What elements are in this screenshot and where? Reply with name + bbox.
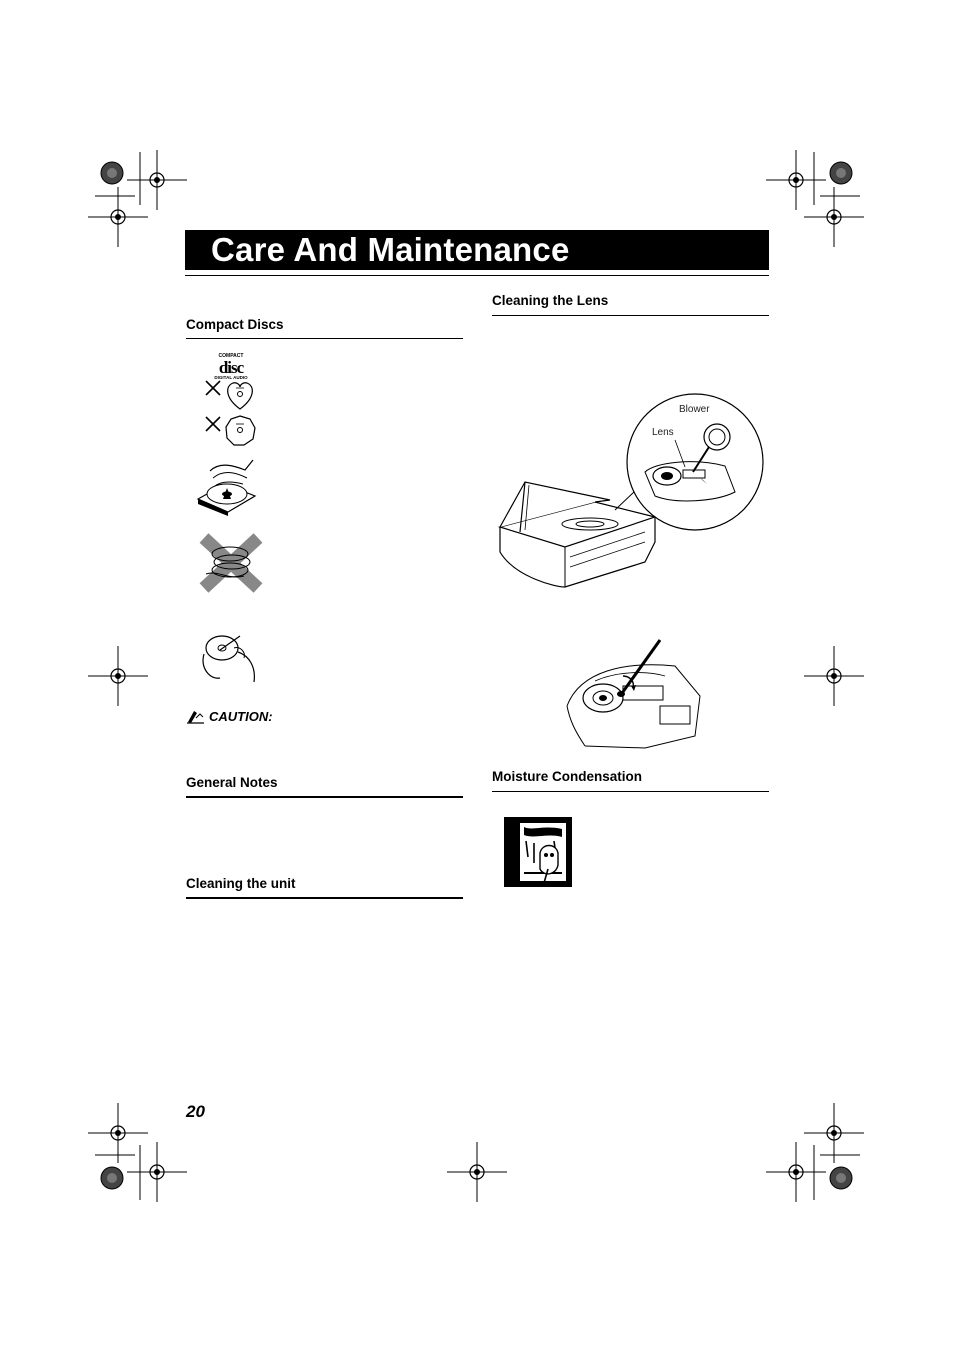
- section-heading-cleaning-lens: Cleaning the Lens: [492, 293, 609, 308]
- registration-mark-icon: [88, 1103, 148, 1163]
- registration-mark-icon: [127, 1142, 187, 1202]
- wipe-disc-illustration: [200, 628, 260, 684]
- page-title: Care And Maintenance: [211, 231, 570, 268]
- page-number: 20: [186, 1102, 205, 1121]
- polygon-disc-illustration: [203, 414, 263, 448]
- section-heading-compact-discs: Compact Discs: [186, 317, 284, 332]
- registration-mark-icon: [127, 150, 187, 210]
- condensation-window-illustration: [504, 817, 572, 887]
- remove-disc-illustration: [195, 456, 265, 516]
- section-rule: [492, 791, 769, 792]
- registration-burst-icon: [830, 162, 852, 184]
- registration-mark-icon: [766, 1142, 826, 1202]
- blower-label: Blower: [679, 404, 710, 415]
- x-mark-icon: [206, 381, 220, 395]
- section-heading-general-notes: General Notes: [186, 775, 278, 790]
- stacked-discs-crossed-illustration: [198, 532, 264, 592]
- lens-label: Lens: [652, 427, 674, 438]
- swab-cleaning-illustration: [565, 636, 705, 756]
- registration-mark-icon: [88, 646, 148, 706]
- registration-burst-icon: [101, 162, 123, 184]
- section-heading-moisture: Moisture Condensation: [492, 769, 643, 784]
- section-rule: [492, 315, 769, 316]
- section-rule: [186, 897, 463, 899]
- lens-cleaning-illustration: [495, 392, 775, 592]
- registration-mark-icon: [447, 1142, 507, 1202]
- title-underline: [185, 275, 769, 276]
- caution-pen-icon: [186, 708, 206, 724]
- compact-disc-logo: COMPACT disc DIGITAL AUDIO: [214, 353, 248, 380]
- section-rule: [186, 796, 463, 798]
- title-banner: [185, 230, 769, 270]
- registration-mark-icon: [804, 1103, 864, 1163]
- registration-mark-icon: [766, 150, 826, 210]
- x-mark-icon: [206, 417, 220, 431]
- section-rule: [186, 338, 463, 339]
- registration-burst-icon: [101, 1167, 123, 1189]
- registration-burst-icon: [830, 1167, 852, 1189]
- heart-disc-illustration: [203, 378, 263, 412]
- section-heading-cleaning-unit: Cleaning the unit: [186, 876, 296, 891]
- caution-label: CAUTION:: [209, 709, 273, 724]
- registration-mark-icon: [804, 646, 864, 706]
